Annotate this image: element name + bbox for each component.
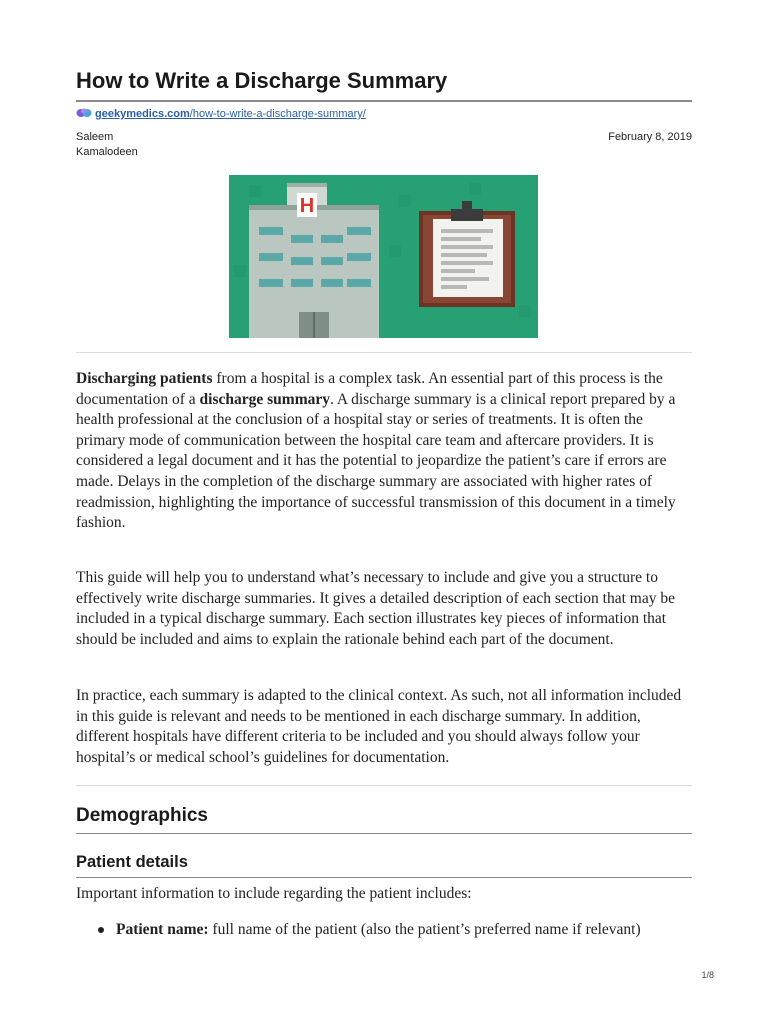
heading-patient-details: Patient details	[76, 853, 188, 871]
intro-paragraph	[76, 369, 692, 534]
patient-details-divider	[76, 877, 692, 878]
source-domain[interactable]: geekymedics.com	[95, 108, 190, 120]
intro-text-2: . A discharge summary is a clinical report prepared by a health professional at the conclusion of a hospital stay or series of treatments. It is often the primary mode of communication between the hospital care team and aftercare providers. It is considered a legal document and it has the potential to jeopardize the patient’s care if errors are made. Delays in the completion of the discharge summary are associated with higher rates of readmission, highlighting the importance of successful transmission of this document in a timely fashion.	[76, 390, 676, 532]
patient-details-list	[76, 920, 692, 941]
article-author: Saleem Kamalodeen	[76, 131, 138, 158]
title-divider	[76, 100, 692, 102]
hero-divider	[76, 352, 692, 353]
bold-discharging-patients: Discharging patients	[76, 370, 213, 387]
svg-text:H: H	[299, 195, 315, 217]
guide-paragraph: This guide will help you to understand what’s necessary to include and give you a structure to effectively write discharge summaries. It gives a detailed description of each section that may be included in a typical discharge summary. Each section illustrates key pieces of information that should be included and aims to explain the rationale behind each part of the document.	[76, 569, 675, 648]
page-number: 1/8	[701, 970, 714, 980]
source-link[interactable]	[76, 106, 366, 122]
heading-demographics: Demographics	[76, 805, 208, 826]
clipboard-icon	[419, 201, 515, 307]
patient-intro-text: Important information to include regarding the patient includes:	[76, 885, 472, 902]
hero-illustration	[229, 175, 538, 338]
article-title: How to Write a Discharge Summary	[76, 68, 448, 93]
intro-text-1: from a hospital is a complex task. An essential part of this process is the documentation of a	[76, 370, 663, 408]
hospital-building-icon	[249, 183, 379, 338]
list-item-label: Patient name:	[116, 921, 209, 938]
geekymedics-logo-icon	[76, 107, 92, 119]
demographics-divider	[76, 833, 692, 834]
bullet-dot-icon	[98, 927, 104, 933]
list-item-text: full name of the patient (also the patient’s preferred name if relevant)	[208, 921, 641, 938]
section-divider	[76, 785, 692, 786]
bold-discharge-summary: discharge summary	[199, 390, 330, 408]
article-date: February 8, 2019	[608, 131, 692, 143]
practice-paragraph: In practice, each summary is adapted to the clinical context. As such, not all information included in this guide is relevant and needs to be mentioned in each discharge summary. In addition, different hospitals have different criteria to be included and you should always follow your hospital’s or medical school’s guidelines for documentation.	[76, 687, 682, 766]
source-path[interactable]: /how-to-write-a-discharge-summary/	[189, 108, 366, 120]
list-item	[76, 920, 692, 941]
